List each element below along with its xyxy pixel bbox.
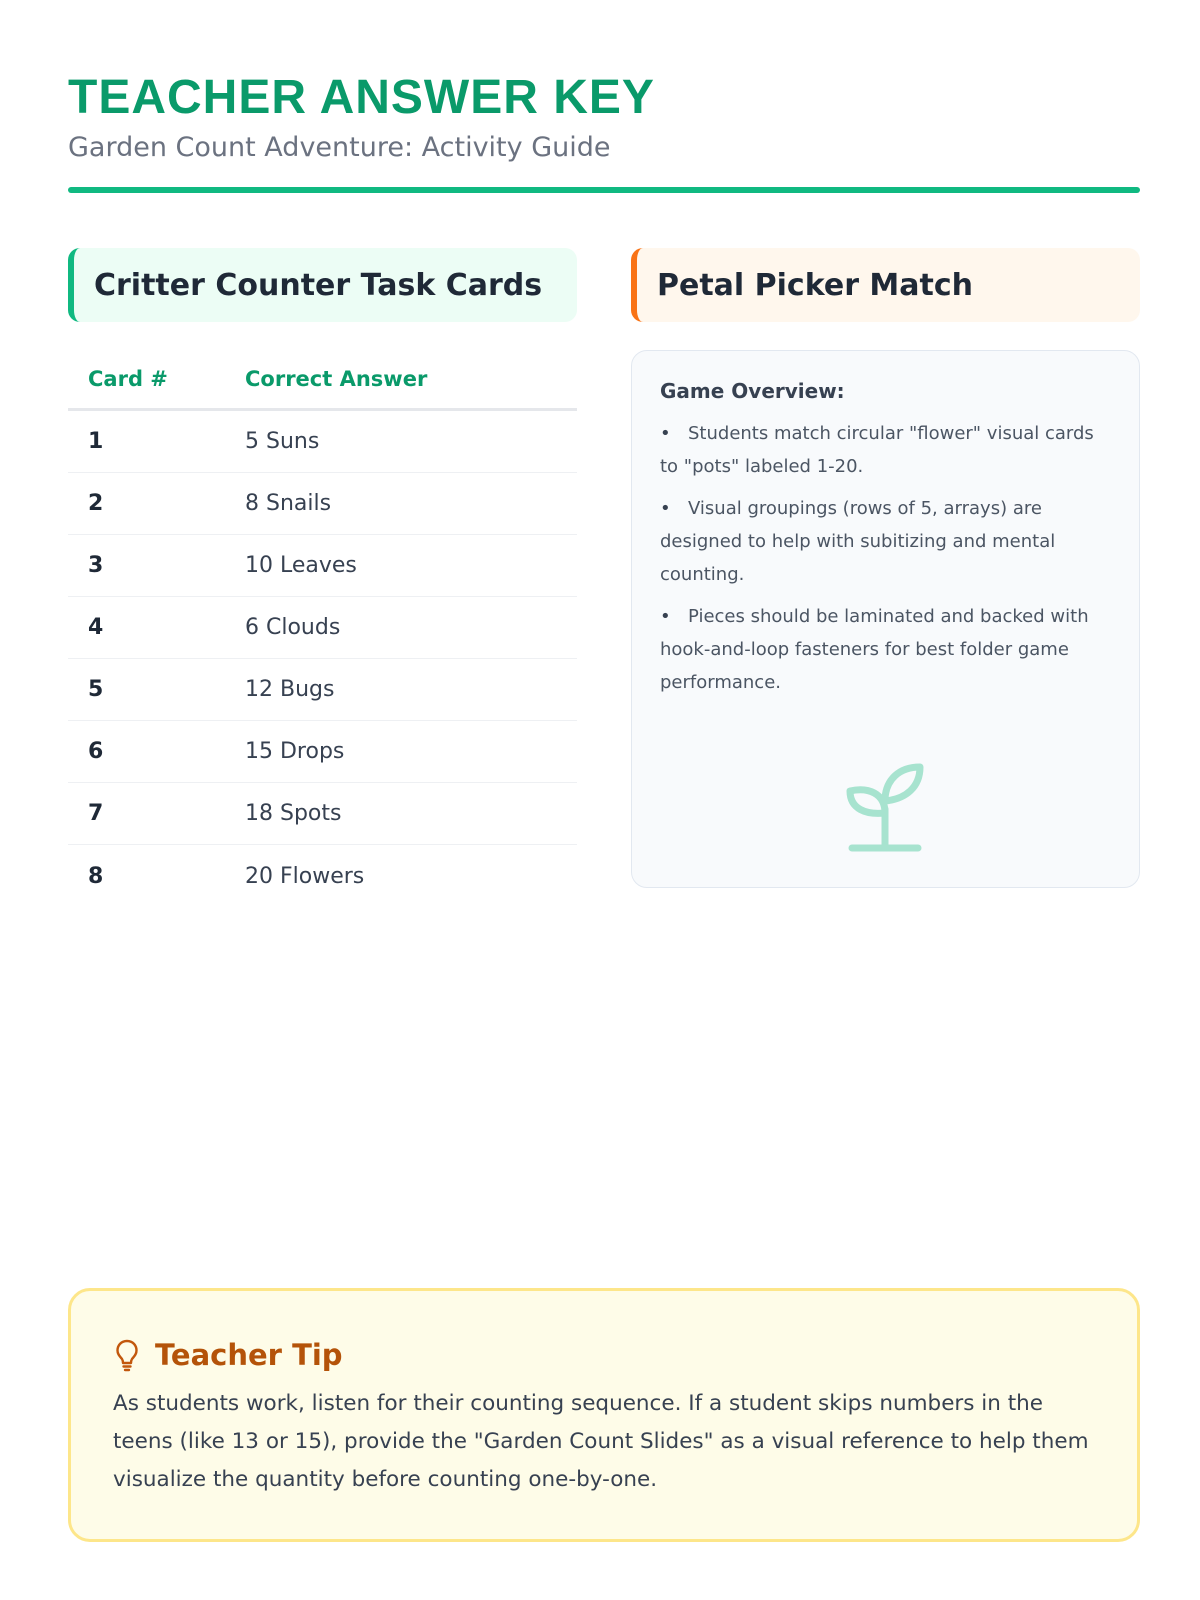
table-row xyxy=(68,783,577,845)
card-number: 4 xyxy=(88,615,104,640)
list-item xyxy=(660,417,1113,483)
list-item-text: Students match circular "flower" visual cards to "pots" labeled 1-20. xyxy=(660,423,1094,477)
correct-answer: 18 Spots xyxy=(245,801,342,826)
card-number: 6 xyxy=(88,739,104,764)
list-item xyxy=(660,600,1113,699)
list-item xyxy=(660,492,1113,591)
correct-answer: 5 Suns xyxy=(245,429,320,454)
bullet-icon: • xyxy=(660,606,671,627)
petal-picker-heading: Petal Picker Match xyxy=(631,248,1140,322)
game-overview-card xyxy=(631,350,1140,888)
table-row xyxy=(68,535,577,597)
table-row xyxy=(68,845,577,907)
correct-answer: 8 Snails xyxy=(245,491,332,516)
table-header-row xyxy=(68,350,577,411)
list-item-text: Visual groupings (rows of 5, arrays) are designed to help with subitizing and mental counting. xyxy=(660,498,1056,585)
correct-answer: 12 Bugs xyxy=(245,677,335,702)
correct-answer: 20 Flowers xyxy=(245,863,365,889)
card-number: 1 xyxy=(88,429,104,454)
list-item-text: Pieces should be laminated and backed with hook-and-loop fasteners for best folder game performance. xyxy=(660,606,1089,693)
title-divider xyxy=(68,187,1140,193)
teacher-tip-title: Teacher Tip xyxy=(155,1338,343,1372)
answer-table xyxy=(68,350,577,907)
teacher-tip-header xyxy=(113,1335,1097,1375)
page-title: TEACHER ANSWER KEY xyxy=(68,71,655,124)
correct-answer: 15 Drops xyxy=(245,739,345,764)
table-row xyxy=(68,659,577,721)
column-header-correct-answer: Correct Answer xyxy=(245,367,428,391)
sprout-icon xyxy=(844,761,924,853)
answer-key-page xyxy=(68,0,1140,1600)
card-number: 2 xyxy=(88,491,104,516)
card-number: 5 xyxy=(88,677,104,702)
game-overview-list xyxy=(660,417,1113,699)
lightbulb-icon xyxy=(113,1338,141,1372)
teacher-tip-text: As students work, listen for their counting sequence. If a student skips numbers in the teens (like 13 or 15), provide the "Garden Count Slides" as a visual reference to help them visualize the quantity before counting one-by-one. xyxy=(113,1391,1089,1492)
card-number: 3 xyxy=(88,553,104,578)
table-row xyxy=(68,473,577,535)
bullet-icon: • xyxy=(660,498,671,519)
card-number: 7 xyxy=(88,801,104,826)
table-row xyxy=(68,411,577,473)
page-subtitle: Garden Count Adventure: Activity Guide xyxy=(68,132,611,163)
correct-answer: 6 Clouds xyxy=(245,615,341,640)
table-row xyxy=(68,721,577,783)
critter-counter-heading: Critter Counter Task Cards xyxy=(68,248,577,322)
column-header-card-number: Card # xyxy=(88,367,168,391)
teacher-tip-box xyxy=(68,1288,1140,1542)
card-number: 8 xyxy=(88,863,104,889)
game-overview-heading: Game Overview: xyxy=(660,379,845,403)
table-row xyxy=(68,597,577,659)
correct-answer: 10 Leaves xyxy=(245,553,357,578)
bullet-icon: • xyxy=(660,423,671,444)
